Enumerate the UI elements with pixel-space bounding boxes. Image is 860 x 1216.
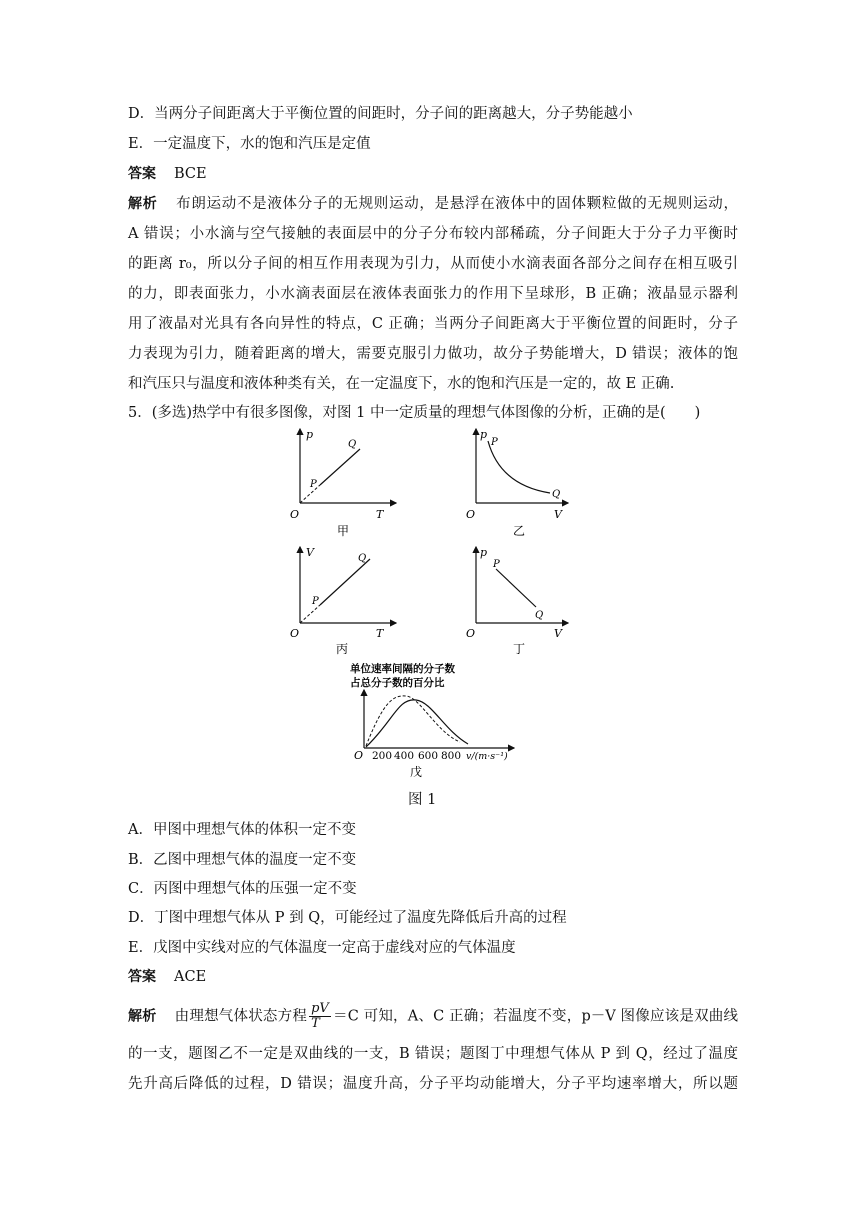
graph-ding — [460, 543, 580, 659]
question-5: 5．(多选)热学中有很多图像，对图 1 中一定质量的理想气体图像的分析，正确的是( ) — [128, 405, 701, 421]
ylabel-line-2: 占总分子数的百分比 — [350, 677, 445, 689]
analysis-1-line-3: 的力，即表面张力，小水滴表面层在液体表面张力的作用下呈球形，B 正确；液晶显示器利 — [128, 286, 738, 302]
graph-name: 乙 — [513, 524, 526, 538]
analysis-text: 布朗运动不是液体分子的无规则运动，是悬浮在液体中的固体颗粒做的无规则运动， — [175, 196, 739, 212]
tick-200: 200 — [372, 750, 393, 762]
graph-name: 甲 — [337, 524, 350, 538]
analysis-2-line-1: 的一支，题图乙不一定是双曲线的一支，B 错误；题图丁中理想气体从 P 到 Q，经过了温度 — [128, 1046, 738, 1062]
point-q-label: Q — [535, 610, 544, 621]
axis-x-label: T — [376, 627, 384, 640]
analysis-2-line-0 — [128, 1002, 738, 1031]
dashed-curve — [366, 696, 460, 746]
analysis-text-pre: 由理想气体状态方程 — [174, 1008, 308, 1025]
axis-x-label: V — [554, 508, 562, 521]
analysis-1-line-4: 用了液晶对光具有各向异性的特点，C 正确；当两分子间距离大于平衡位置的间距时，分子 — [128, 316, 738, 332]
graph-wu — [344, 660, 524, 782]
axis-y-label: p — [480, 428, 488, 441]
axis-x-label: V — [554, 627, 562, 640]
axis-y-label: p — [480, 546, 488, 559]
answer-1 — [128, 164, 738, 184]
graph-bing — [284, 543, 404, 659]
point-p-label: P — [491, 437, 498, 448]
tick-800: 800 — [441, 750, 462, 762]
point-q-label: Q — [348, 439, 357, 450]
analysis-2-line-2: 先升高后降低的过程，D 错误；温度升高，分子平均动能增大，分子平均速率增大，所以题 — [128, 1076, 738, 1092]
analysis-1-line-5: 力表现为引力，随着距离的增大，需要克服引力做功，故分子势能增大，D 错误；液体的饱 — [128, 346, 738, 362]
tick-600: 600 — [418, 750, 439, 762]
xunit-label: v/(m·s⁻¹) — [466, 751, 508, 762]
solid-curve — [366, 700, 468, 747]
point-p-label: P — [312, 596, 319, 607]
analysis-1-line-0 — [128, 194, 738, 214]
analysis-1-line-1: A 错误；小水滴与空气接触的表面层中的分子分布较内部稀疏，分子间距大于分子力平衡时 — [128, 226, 738, 242]
axis-y-label: V — [306, 546, 314, 559]
analysis-text-post: ＝C 可知，A、C 正确；若温度不变，p－V 图像应该是双曲线 — [332, 1008, 739, 1025]
option-a: A．甲图中理想气体的体积一定不变 — [128, 822, 356, 838]
answer-value: BCE — [174, 166, 207, 182]
origin-label: O — [466, 627, 476, 640]
graph-name: 戊 — [410, 765, 423, 779]
origin-label: O — [290, 627, 300, 640]
graph-yi — [460, 425, 580, 541]
option-b: B．乙图中理想气体的温度一定不变 — [128, 852, 357, 868]
graph-name: 丙 — [336, 642, 349, 656]
option-c: C．丙图中理想气体的压强一定不变 — [128, 881, 357, 897]
tick-400: 400 — [394, 750, 415, 762]
fraction-numerator: pV — [311, 1001, 329, 1016]
option-e-prev: E．一定温度下，水的饱和汽压是定值 — [128, 136, 371, 152]
answer-2 — [128, 967, 738, 987]
option-d-prev: D．当两分子间距离大于平衡位置的间距时，分子间的距离越大，分子势能越小 — [128, 106, 633, 122]
fraction-denominator: T — [311, 1016, 320, 1031]
ylabel-line-1: 单位速率间隔的分子数 — [350, 663, 455, 675]
analysis-1-line-6: 和汽压只与温度和液体种类有关，在一定温度下，水的饱和汽压是一定的，故 E 正确. — [128, 376, 675, 392]
point-p-label: P — [310, 479, 317, 490]
graph-name: 丁 — [513, 642, 526, 656]
figure-caption: 图 1 — [408, 792, 437, 808]
state-equation-fraction — [309, 1002, 331, 1031]
origin-label: O — [354, 749, 364, 762]
point-q-label: Q — [552, 489, 561, 500]
point-p-label: P — [493, 559, 500, 570]
analysis-label: 解析 — [128, 1008, 157, 1025]
option-e: E．戊图中实线对应的气体温度一定高于虚线对应的气体温度 — [128, 940, 516, 956]
option-d: D．丁图中理想气体从 P 到 Q，可能经过了温度先降低后升高的过程 — [128, 910, 567, 926]
origin-label: O — [466, 508, 476, 521]
answer-value: ACE — [174, 969, 207, 985]
analysis-label: 解析 — [128, 196, 158, 212]
answer-label: 答案 — [128, 969, 156, 985]
answer-label: 答案 — [128, 166, 156, 182]
point-q-label: Q — [358, 553, 367, 564]
axis-y-label: p — [306, 428, 314, 441]
analysis-1-line-2: 的距离 r₀，所以分子间的相互作用表现为引力，从而使小水滴表面各部分之间存在相互吸引 — [128, 256, 738, 272]
origin-label: O — [290, 508, 300, 521]
graph-jia — [284, 425, 404, 541]
axis-x-label: T — [376, 508, 384, 521]
